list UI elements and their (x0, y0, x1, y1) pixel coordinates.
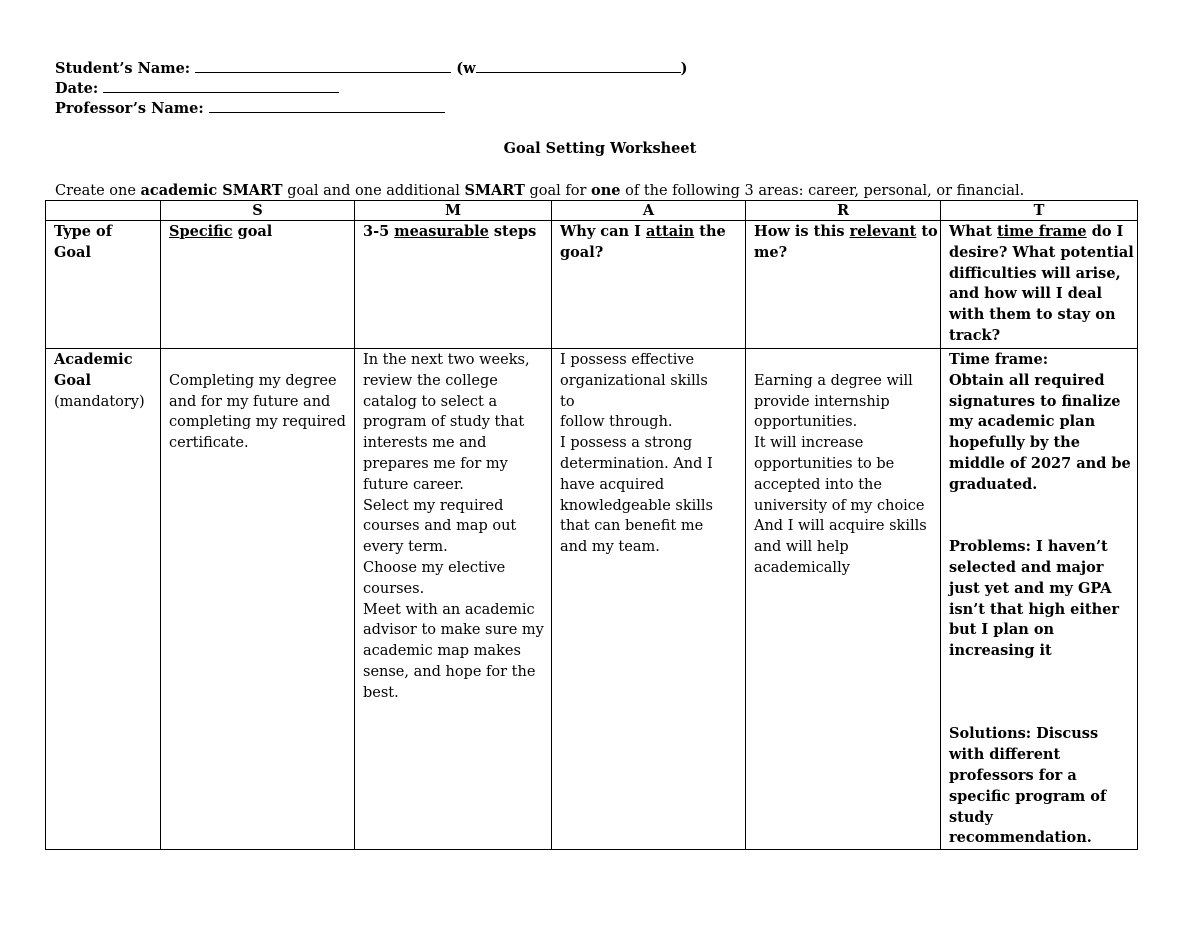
intro-bold: academic SMART (140, 182, 283, 199)
header-text: to me? (754, 223, 938, 261)
letter-t: T (941, 201, 1138, 221)
header-keyword: Specific (169, 223, 233, 240)
header-text: 3-5 (363, 223, 395, 240)
smart-letter-row (46, 201, 1138, 221)
goal-type-label: Academic Goal (54, 351, 133, 389)
header-specific (161, 221, 355, 349)
letter-r: R (746, 201, 941, 221)
letter-cell (46, 201, 161, 221)
header-keyword: relevant (849, 223, 917, 240)
header-keyword: attain (645, 223, 695, 240)
letter-m: M (355, 201, 552, 221)
w-open-label: (w (456, 60, 476, 77)
instructions (55, 182, 1024, 199)
letter-a: A (552, 201, 746, 221)
solutions-text: Solutions: Discuss with different professors for a specific program of study recommendation. (949, 725, 1107, 847)
letter-s: S (161, 201, 355, 221)
student-name-line (55, 58, 688, 79)
header-keyword: measurable (394, 223, 489, 240)
date-blank[interactable] (103, 78, 339, 93)
intro-text: goal for (524, 183, 592, 199)
intro-text: Create one (55, 183, 141, 199)
header-text: the goal? (560, 223, 726, 261)
header-text: What (949, 223, 997, 240)
goal-type-note: (mandatory) (54, 393, 145, 410)
header-time-frame (941, 221, 1138, 349)
header-text: do I desire? What potential difficulties will arise, and how will I deal with them to stay on track? (949, 223, 1134, 344)
cell-attain[interactable]: I possess effective organizational skills to follow through. I possess a strong determination. And I have acquired knowledgeable skills that can benefit me and my team. (552, 349, 746, 850)
cell-relevant[interactable] (746, 349, 941, 850)
intro-text: goal and one additional (282, 183, 465, 199)
header-attain (552, 221, 746, 349)
intro-text: of the following 3 areas: career, personal, or financial. (620, 183, 1025, 199)
header-type-of-goal: Type of Goal (46, 221, 161, 349)
student-name-blank[interactable] (195, 58, 451, 73)
professor-name-line (55, 98, 445, 119)
date-label: Date: (55, 80, 99, 97)
cell-measurable[interactable]: In the next two weeks, review the college catalog to select a program of study that interests me and prepares me for my future career. Select my required courses and map out every term. Choose my elective courses. Meet with an academic advisor to make sure my academic map makes sense, and hope for the best. (355, 349, 552, 850)
header-measurable (355, 221, 552, 349)
header-text: goal (232, 223, 273, 240)
header-text: steps (488, 223, 537, 240)
smart-goal-table (45, 200, 1138, 850)
worksheet-title: Goal Setting Worksheet (503, 140, 697, 157)
cell-type (46, 349, 161, 850)
specific-text: Completing my degree and for my future and completing my required certificate. (169, 372, 346, 452)
intro-bold: one (591, 182, 621, 199)
w-close-label: ) (680, 60, 688, 77)
w-number-blank[interactable] (476, 58, 681, 73)
intro-bold: SMART (464, 182, 525, 199)
professor-name-blank[interactable] (209, 98, 445, 113)
header-text: How is this (754, 223, 850, 240)
date-line (55, 78, 339, 99)
academic-goal-row (46, 349, 1138, 850)
professor-name-label: Professor’s Name: (55, 100, 204, 117)
header-relevant (746, 221, 941, 349)
problems-text: Problems: I haven’t selected and major just yet and my GPA isn’t that high either but I plan on increasing it (949, 538, 1120, 660)
header-row (46, 221, 1138, 349)
relevant-text: Earning a degree will provide internship opportunities. It will increase opportunities to be accepted into the university of my choice And I will acquire skills and will help academically (754, 372, 927, 576)
cell-time-frame[interactable] (941, 349, 1138, 850)
student-name-label: Student’s Name: (55, 60, 191, 77)
time-frame-text: Time frame: Obtain all required signatures to finalize my academic plan hopefully by the middle of 2027 and be graduated. (949, 351, 1131, 493)
header-keyword: time frame (996, 223, 1087, 240)
cell-specific[interactable] (161, 349, 355, 850)
header-text: Why can I (560, 223, 646, 240)
